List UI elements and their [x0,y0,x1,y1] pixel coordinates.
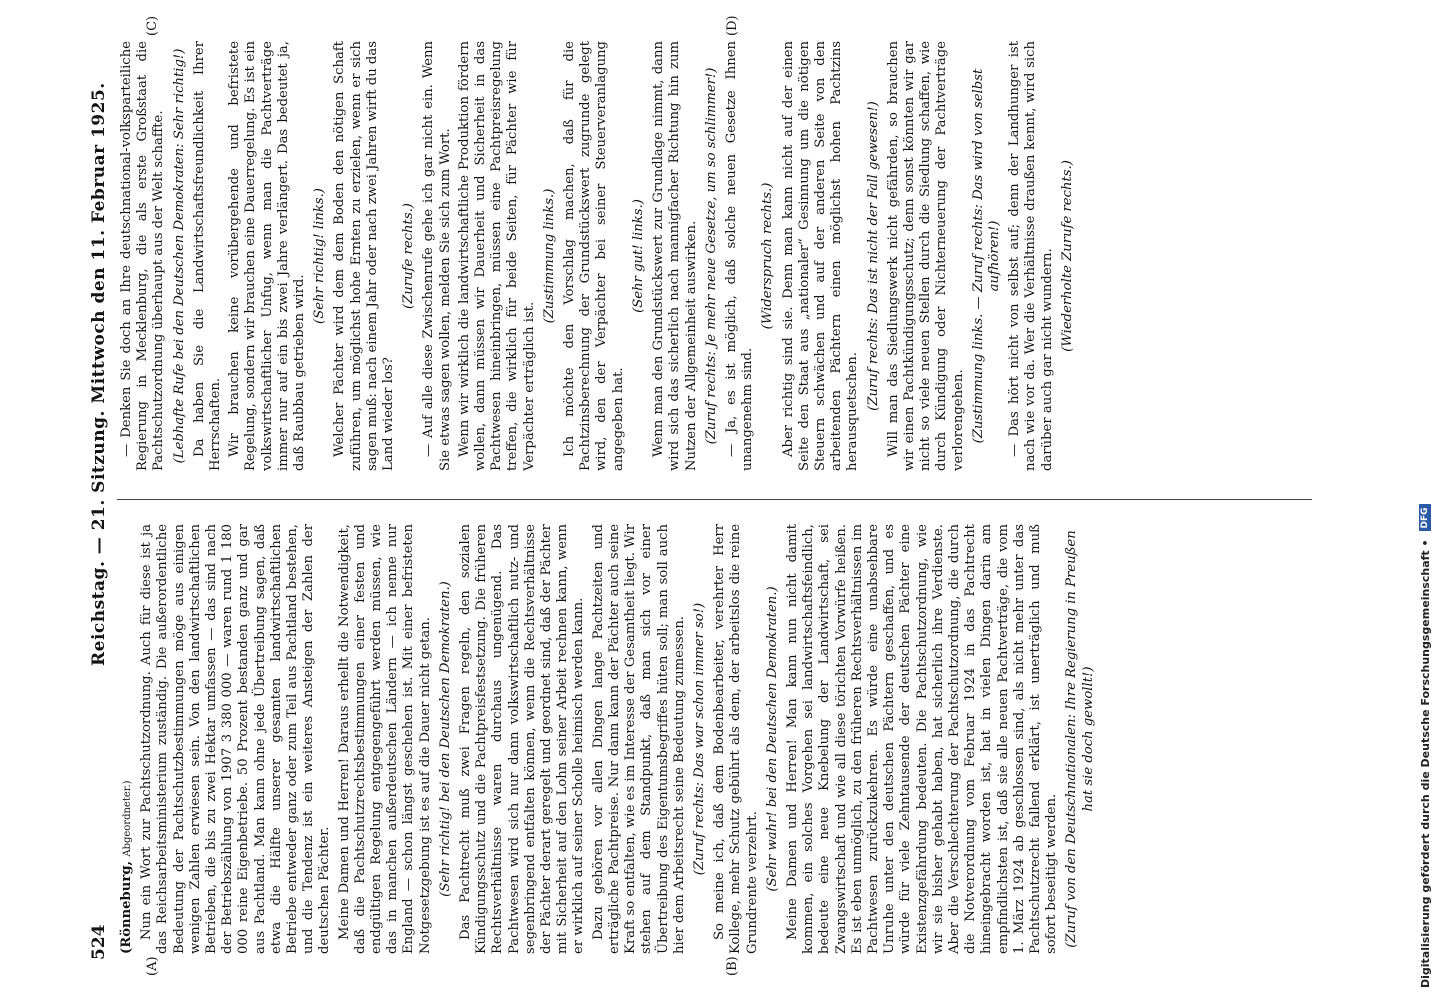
paragraph: — Ja, es ist möglich, daß solche neuen Gesetze Ihnen unangenehm sind. [723,41,756,471]
interjection: (Zuruf rechts: Das ist nicht der Fall gewesen!) [865,101,881,411]
paragraph: — Das hört nicht von selbst auf; denn der Landhunger ist nach wie vor da. Wer die Verhältnisse draußen kennt, wird sich darüber auch gar nicht wundern. [1007,41,1055,471]
margin-marker-c: (C) [145,15,160,36]
interjection: (Zurufe rechts.) [401,203,417,309]
right-column [119,41,1080,471]
interjection: (Zuruf von den Deutschnationalen: Ihre Regierung in Preußen hat sie doch gewollt!) [1064,530,1096,948]
paragraph: Will man das Siedlungswerk nicht gefährden, so brauchen wir einen Pachtkündigungsschutz; denn sonst könnten wir gar nicht so viele neuen Stellen durch die Siedlung schaffen, wie durch Kündigung oder Nichterneuerung der Pachtverträge verlorengehen. [885,41,966,471]
margin-marker-b: (B) [725,956,740,976]
paragraph: Wenn wir wirklich die landwirtschaftliche Produktion fördern wollen, dann müssen wir Dauerheit und Sicherheit in das Pachtwesen hineinbringen, müssen eine Pachtpreisregelung treffen, die wirklich für beide Seiten, für Pächter wie für Verpächter erträglich ist. [456,41,537,471]
interjection: (Wiederholte Zurufe rechts.) [1059,160,1075,352]
interjection: (Sehr gut! links.) [630,199,646,313]
paragraph: Aber richtig sind sie. Denn man kann nicht auf der einen Seite den Staat aus „nationaler“ Gesinnung um die nötigen Steuern schwächen und auf der anderen Seite von den arbeitenden Pächtern einen möglichst hohen Pachtzins herausquetschen. [780,41,861,471]
interjection: (Zuruf rechts: Je mehr neue Gesetze, um so schlimmer!) [703,67,719,445]
paragraph: Wenn man den Grundstückswert zur Grundlage nimmt, dann wird sich das sicherlich nach mannigfacher Richtung hin zum Nutzen der Allgemeinheit auswirken. [651,41,699,471]
paragraph: Da haben Sie die Landwirtschaftsfreundlichkeit Ihrer Herrschaften. [191,41,224,471]
speaker-role: Abgeordneter.) [122,780,133,857]
paragraph: So meine ich, daß dem Bodenbearbeiter, verehrter Herr Kollege, mehr Schutz gebührt als dem, der arbeitslos die reine Grundrente verzehrt. [712,524,760,954]
interjection: (Sehr richtig! links.) [312,188,328,324]
left-column [119,524,1101,954]
interjection: (Widerspruch rechts.) [760,182,776,330]
interjection: (Zuruf rechts: Das war schon immer so!) [691,602,707,876]
speaker-name: (Rönneburg, [119,860,134,954]
paragraph: Das Pachtrecht muß zwei Fragen regeln, den sozialen Kündigungsschutz und die Pachtpreisfestsetzung. Die früheren Rechtsverhältnisse waren durchaus ungenügend. Das Pachtwesen wird sich nur dann volkswirtschaftlich nutz- und segenbringend entfalten können, wenn die Rechtsverhältnisse der Pächter derart geregelt und geordnet sind, daß der Pächter mit Sicherheit auf den Lohn seiner Arbeit rechnen kann, wenn er wirklich auf seiner Scholle heimisch werden kann. [458,524,587,954]
paragraph: Dazu gehören vor allen Dingen lange Pachtzeiten und erträgliche Pachtpreise. Nur dann kann der Pächter auch seine Kraft so entfalten, wie es im Interesse der Gesamtheit liegt. Wir stehen auf dem Standpunkt, daß man sich vor einer Übertreibung des Eigentumsbegriffes hüten soll; man soll auch hier dem Arbeitsrecht seine Bedeutung zumessen. [590,524,687,954]
interjection: (Zustimmung links.) [541,188,557,324]
margin-marker-a: (A) [145,956,160,976]
speaker-line [119,524,136,954]
paragraph: Wir brauchen keine vorübergehende und befristete Regelung, sondern wir brauchen eine Dauerregelung. Es ist ein volkswirtschaftlicher Unfug, wenn man die Pachtverträge immer nur auf ein bis zwei Jahre verlängert. Das bedeutet ja, daß Raubbau getrieben wird. [227,41,308,471]
dfg-logo: DFG [1419,504,1431,531]
column-divider [117,499,1312,500]
paragraph: Meine Damen und Herren! Man kann nun nicht damit kommen, ein solches Vorgehen sei landwirtschaftsfeindlich, bedeute eine neue Knebelung der Landwirtschaft, sei Zwangswirtschaft und wie all diese törichten Vorwürfe heißen. Es ist eben unmöglich, zu den früheren Rechtsverhältnissen im Pachtwesen zurückzukehren. Es würde eine unabsehbare Unruhe unter den deutschen Pächtern geschaffen, und es würde für viele Zehntausende der deutschen Pächter eine Existenzgefährdung bedeuten. Die Pachtschutzordnung, wie wir sie bisher gehabt haben, hat sicherlich ihre Verdienste. Aber die Verschlechterung der Pachtschutzordnung, die durch die Notverordnung vom Februar 1924 in das Pachtrecht hineingebracht worden ist, hat in vielen Dingen darin am empfindlichsten ist, daß sie alle neuen Pachtverträge, die vom 1. März 1924 ab geschlossen sind, als nicht mehr unter das Pachtschutzrecht fallend erklärt, ist unerträglich und muß sofort beseitigt werden. [784,524,1060,954]
paragraph: — Denken Sie doch an Ihre deutschnational-volksparteiliche Regierung in Mecklenburg, die als erste Großstaat die Pachtschutzordnung überhaupt aus der Welt schaffte. [119,41,167,471]
paragraph: Welcher Pächter wird dem dem Boden den nötigen Schaft zuführen, um möglichst hohe Ernten zu erzielen, wenn er sich sagen muß: nach einem Jahr oder nach zwei Jahren wirft du das Land wieder los? [332,41,397,471]
interjection: (Lebhafte Rufe bei den Deutschen Demokraten: Sehr richtig!) [171,48,187,464]
page-number: 524 [89,924,109,960]
page-header [85,26,113,966]
interjection: (Sehr wahr! bei den Deutschen Demokraten.) [764,586,780,892]
paragraph: Meine Damen und Herren! Daraus erhellt die Notwendigkeit, daß die Pachtschutzrechtsbestimmungen einer festen und endgültigen Regelung entgegengeführt werden müssen, wie das in manchen außerdeutschen Ländern — ich nenne nur England — schon längst geschehen ist. Mit einer befristeten Notgesetzgebung ist es auf die Dauer nicht getan. [336,524,433,954]
digitization-credit [1413,12,1434,988]
paragraph: Ich möchte den Vorschlag machen, daß für die Pachtzinsberechnung der Grundstückswert zugrunde gelegt wird, den der Verpächter bei seiner Steuerveranlagung angegeben hat. [562,41,626,471]
interjection: (Zustimmung links. — Zuruf rechts: Das wird von selbst aufhören!) [970,68,1002,444]
paragraph: — Auf alle diese Zwischenrufe gehe ich gar nicht ein. Wenn Sie etwas sagen wollen, melden Sie sich zum Wort. [421,41,453,471]
credit-text: Digitalisierung gefördert durch die Deutsche Forschungsgemeinschaft • [1418,539,1432,988]
running-title: Reichstag. — 21. Sitzung. Mittwoch den 11. Februar 1925. [89,82,109,666]
interjection: (Sehr richtig! bei den Deutschen Demokraten.) [437,581,453,897]
margin-marker-d: (D) [725,15,740,36]
document-page [85,15,1330,976]
paragraph: Nun ein Wort zur Pachtschutzordnung. Auch für diese ist ja das Reichsarbeitsministerium zuständig. Die außerordentliche Bedeutung der Pachtschutzbestimmungen möge aus einigen wenigen Zahlen erwiesen sein. Von den landwirtschaftlichen Betrieben, die bis zu zwei Hektar umfassen — das sind nach der Betriebszählung von 1907 3 380 000 — waren rund 1 180 000 reine Eigenbetriebe. 50 Prozent bestanden ganz und gar aus Pachtland. Man kann ohne jede Übertreibung sagen, daß etwa die Hälfte unserer gesamten landwirtschaftlichen Betriebe entweder ganz oder zum Teil aus Pachtland bestehen, und die Tendenz ist ein weiteres Ansteigen der Zahlen der deutschen Pächter. [139,524,333,954]
